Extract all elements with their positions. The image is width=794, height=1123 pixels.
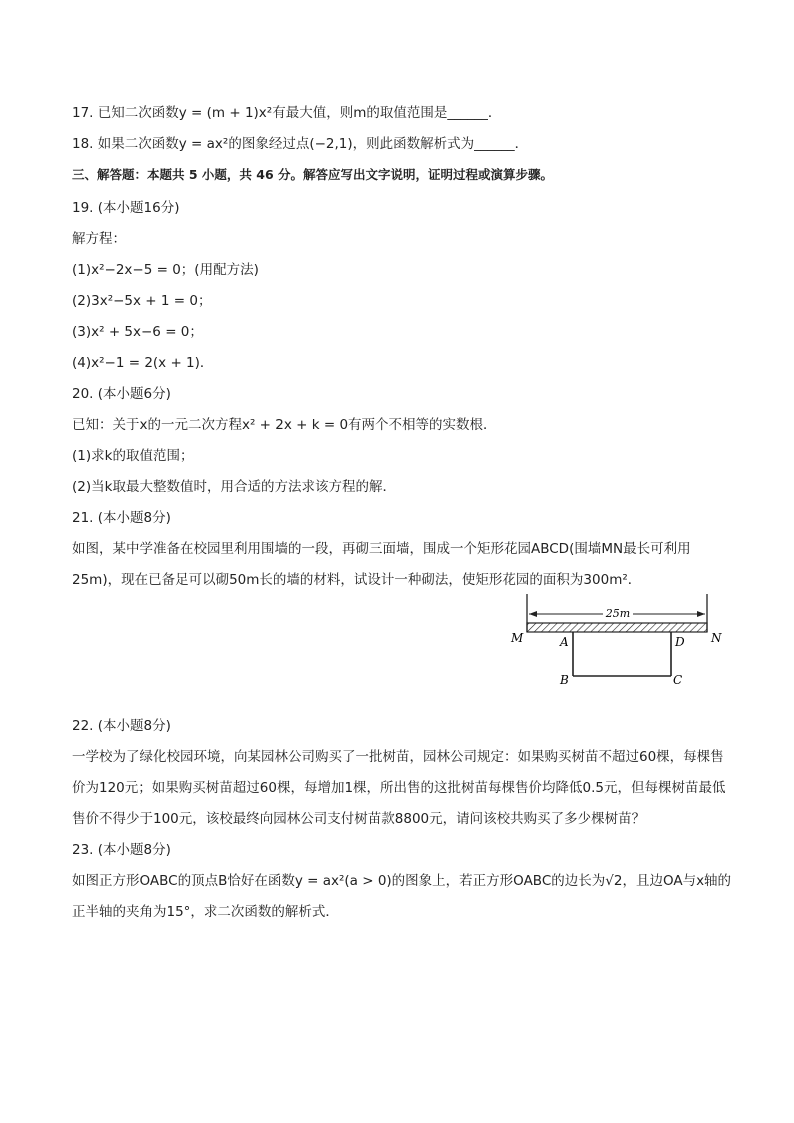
point-b-label: B — [560, 673, 569, 687]
wall-mn — [527, 623, 707, 632]
question-17: 17. 已知二次函数y = (m + 1)x²有最大值，则m的取值范围是______． — [72, 105, 502, 121]
point-c-label: C — [673, 673, 683, 687]
garden-diagram — [505, 590, 735, 690]
question-18: 18. 如果二次函数y = ax²的图象经过点(−2,1)，则此函数解析式为______． — [72, 136, 529, 152]
question-20-part-2: (2)当k取最大整数值时，用合适的方法求该方程的解． — [72, 479, 396, 495]
question-20-part-1: (1)求k的取值范围； — [72, 448, 194, 464]
question-20-text: 已知：关于x的一元二次方程x² + 2x + k = 0有两个不相等的实数根． — [72, 417, 497, 433]
question-19-part-1: (1)x²−2x−5 = 0；(用配方法) — [72, 262, 259, 278]
arrow-right-icon — [697, 611, 705, 617]
point-n-label: N — [711, 631, 722, 645]
point-a-label: A — [560, 635, 569, 649]
arrow-left-icon — [529, 611, 537, 617]
question-19-part-2: (2)3x²−5x + 1 = 0； — [72, 293, 212, 309]
length-label: 25m — [605, 607, 631, 620]
point-m-label: M — [511, 631, 524, 645]
question-20-heading: 20. (本小题6分) — [72, 386, 171, 402]
question-19-intro: 解方程： — [72, 231, 126, 247]
question-19-part-3: (3)x² + 5x−6 = 0； — [72, 324, 203, 340]
point-d-label: D — [675, 635, 685, 649]
question-19-part-4: (4)x²−1 = 2(x + 1)． — [72, 355, 214, 371]
question-19-heading: 19. (本小题16分) — [72, 200, 180, 216]
question-22-heading: 22. (本小题8分) — [72, 718, 171, 734]
question-23-heading: 23. (本小题8分) — [72, 842, 171, 858]
question-21-text: 如图，某中学准备在校园里利用围墙的一段，再砌三面墙，围成一个矩形花园ABCD(围墙MN最长可利用25m)，现在已备足可以砌50m长的墙的材料，试设计一种砌法，使矩形花园的面积为300m²． — [72, 541, 691, 588]
question-21-heading: 21. (本小题8分) — [72, 510, 171, 526]
question-22-text: 一学校为了绿化校园环境，向某园林公司购买了一批树苗，园林公司规定：如果购买树苗不超过60棵，每棵售价为120元；如果购买树苗超过60棵，每增加1棵，所出售的这批树苗每棵售价均降低0.5元，但每棵树苗最低售价不得少于100元，该校最终向园林公司支付树苗款8800元，请问该校共购买了多少棵树苗？ — [72, 749, 726, 827]
section-3-heading: 三、解答题：本题共 5 小题，共 46 分。解答应写出文字说明，证明过程或演算步骤。 — [72, 167, 554, 182]
question-23-text: 如图正方形OABC的顶点B恰好在函数y = ax²(a > 0)的图象上，若正方形OABC的边长为√2，且边OA与x轴的正半轴的夹角为15°，求二次函数的解析式． — [72, 873, 732, 920]
